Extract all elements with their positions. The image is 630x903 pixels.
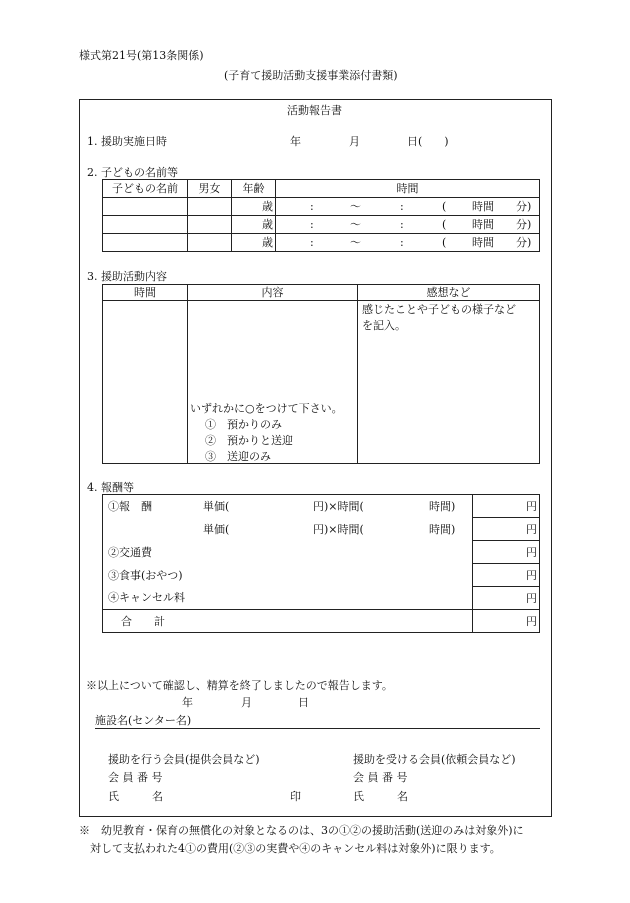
meal-label: ③食事(おやつ) (103, 564, 473, 587)
table-row (103, 587, 540, 610)
table-row (103, 495, 540, 518)
table-row (103, 610, 540, 633)
minutes-label: 分) (516, 200, 532, 213)
activity-time-cell[interactable] (103, 301, 188, 464)
impressions-cell[interactable] (358, 301, 540, 464)
paren-open: ( (442, 200, 447, 213)
activity-content-cell[interactable] (188, 301, 358, 464)
gender-cell[interactable] (188, 234, 232, 252)
option-1[interactable]: ① 預かりのみ (205, 418, 282, 431)
minutes-label: 分) (516, 218, 532, 231)
age-unit: 歳 (262, 218, 273, 231)
colon: : (400, 218, 404, 231)
impression-note-line2: を記入。 (362, 319, 406, 332)
children-table (102, 179, 540, 252)
date-day: 日( ) (407, 135, 449, 148)
yen-unit: 円 (526, 614, 537, 628)
header-age: 年齢 (232, 180, 276, 198)
hours-label: 時間 (472, 236, 494, 249)
child-name-cell[interactable] (103, 234, 188, 252)
confirmation-statement: ※以上について確認し、精算を終了しましたので報告します。 (86, 679, 393, 692)
colon: : (400, 200, 404, 213)
header-activity-time: 時間 (103, 285, 188, 301)
yen-unit: 円 (526, 568, 537, 582)
cancel-label: ④キャンセル料 (103, 587, 473, 610)
impression-note-line1: 感じたことや子どもの様子など (362, 303, 516, 316)
header-time: 時間 (276, 180, 540, 198)
table-row (103, 541, 540, 564)
table-row (103, 180, 540, 198)
time-cell[interactable] (276, 198, 540, 216)
yen-unit: 円 (526, 591, 537, 605)
date-year: 年 (290, 135, 301, 148)
receiver-label: 援助を受ける会員(依頼会員など) (353, 753, 516, 766)
confirm-month: 月 (241, 696, 252, 709)
tilde: 〜 (350, 218, 361, 231)
age-cell[interactable] (232, 216, 276, 234)
yen-unit: 円 (526, 499, 537, 513)
header-activity-content: 内容 (188, 285, 358, 301)
yen-times-label: 円)×時間( (313, 500, 364, 513)
age-unit: 歳 (262, 200, 273, 213)
activity-table (102, 284, 540, 464)
unit-price-label: 単価( (203, 522, 230, 536)
fee-table (102, 494, 540, 633)
provider-name: 氏 名 (108, 790, 163, 803)
total-amount[interactable] (473, 610, 540, 633)
colon: : (310, 200, 314, 213)
time-cell[interactable] (276, 234, 540, 252)
transport-amount[interactable] (473, 541, 540, 564)
tilde: 〜 (350, 200, 361, 213)
section3-label: 3. 援助活動内容 (87, 270, 167, 283)
age-cell[interactable] (232, 234, 276, 252)
table-row (103, 301, 540, 464)
reward-label: ①報 酬 (108, 500, 152, 513)
paren-open: ( (442, 218, 447, 231)
age-cell[interactable] (232, 198, 276, 216)
footnote-line2: 対して支払われた4①の費用(②③の実費や④のキャンセル料は対象外)に限ります。 (90, 842, 501, 855)
total-label: 合 計 (103, 610, 473, 633)
hours-label: 時間 (472, 200, 494, 213)
colon: : (310, 236, 314, 249)
form-subtitle: (子育て援助活動支援事業添付書類) (224, 69, 398, 82)
age-unit: 歳 (262, 236, 273, 249)
time-cell[interactable] (276, 216, 540, 234)
yen-unit: 円 (526, 522, 537, 536)
gender-cell[interactable] (188, 198, 232, 216)
facility-underline (95, 728, 540, 729)
table-row (103, 234, 540, 252)
tilde: 〜 (350, 236, 361, 249)
date-month: 月 (349, 135, 360, 148)
receiver-member-number: 会 員 番 号 (353, 771, 408, 784)
provider-member-number: 会 員 番 号 (108, 771, 163, 784)
child-name-cell[interactable] (103, 216, 188, 234)
reward-row-2 (103, 518, 473, 541)
minutes-label: 分) (516, 236, 532, 249)
provider-label: 援助を行う会員(提供会員など) (108, 753, 260, 766)
reward-amount-1[interactable] (473, 495, 540, 518)
yen-unit: 円 (526, 545, 537, 559)
reward-amount-2[interactable] (473, 518, 540, 541)
form-number: 様式第21号(第13条関係) (79, 49, 204, 62)
hours-close-label: 時間) (429, 522, 456, 536)
colon: : (400, 236, 404, 249)
confirm-day: 日 (298, 696, 309, 709)
table-row (103, 198, 540, 216)
footnote-line1: ※ 幼児教育・保育の無償化の対象となるのは、3の①②の援助活動(送迎のみは対象外)に (79, 824, 524, 837)
table-row (103, 285, 540, 301)
option-2[interactable]: ② 預かりと送迎 (205, 434, 293, 447)
hours-label: 時間 (472, 218, 494, 231)
section4-label: 4. 報酬等 (87, 481, 134, 494)
confirm-year: 年 (182, 696, 193, 709)
unit-price-label: 単価( (203, 500, 230, 513)
colon: : (310, 218, 314, 231)
facility-name-label: 施設名(センター名) (95, 714, 192, 727)
reward-row-1 (103, 495, 473, 518)
paren-open: ( (442, 236, 447, 249)
table-row (103, 564, 540, 587)
seal-mark: 印 (290, 790, 301, 803)
transport-label: ②交通費 (103, 541, 473, 564)
table-row (103, 216, 540, 234)
report-title: 活動報告書 (287, 104, 342, 117)
cancel-amount[interactable] (473, 587, 540, 610)
header-impressions: 感想など (358, 285, 540, 301)
header-gender: 男女 (188, 180, 232, 198)
meal-amount[interactable] (473, 564, 540, 587)
receiver-name: 氏 名 (353, 790, 408, 803)
child-name-cell[interactable] (103, 198, 188, 216)
option-3[interactable]: ③ 送迎のみ (205, 450, 271, 463)
gender-cell[interactable] (188, 216, 232, 234)
section2-label: 2. 子どもの名前等 (87, 166, 178, 179)
header-child-name: 子どもの名前 (103, 180, 188, 198)
table-row (103, 518, 540, 541)
yen-times-label: 円)×時間( (313, 522, 364, 536)
hours-close-label: 時間) (429, 500, 456, 513)
section1-label: 1. 援助実施日時 (87, 135, 167, 148)
option-instruction: いずれかに○をつけて下さい。 (190, 402, 343, 415)
